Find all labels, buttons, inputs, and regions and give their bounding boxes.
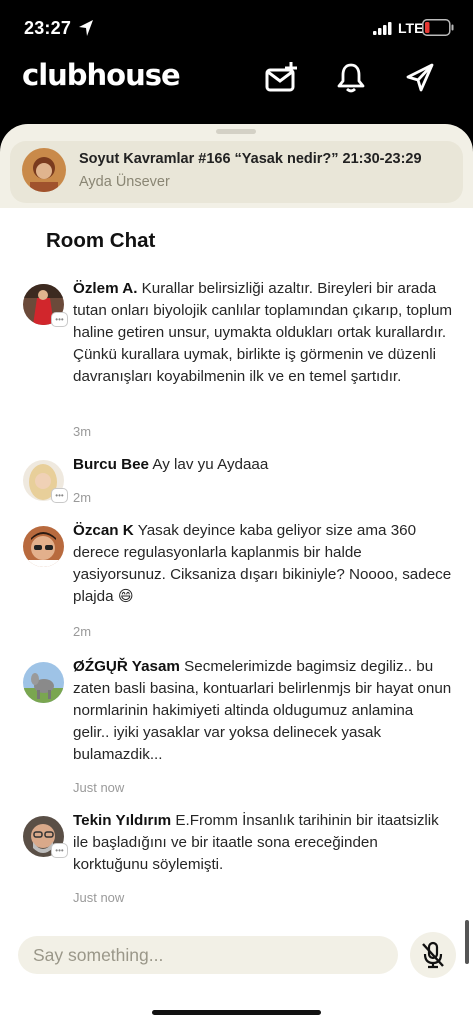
app-header <box>0 56 473 120</box>
new-message-icon <box>264 61 300 95</box>
sheet-grabber[interactable] <box>216 129 256 134</box>
bell-icon <box>336 62 366 94</box>
room-card[interactable] <box>10 141 463 203</box>
notifications-button[interactable] <box>333 60 369 96</box>
chat-title: Room Chat <box>46 229 156 252</box>
send-button[interactable] <box>402 60 438 96</box>
message-text <box>73 656 453 766</box>
send-icon <box>404 62 436 94</box>
user-avatar[interactable] <box>23 526 64 567</box>
network-type: LTE <box>398 20 424 36</box>
message-body: Yasak deyince kaba geliyor size ama 360 derece regulasyonlarla kaplanmis bir halde yasiyorsunuz. Ciksaniza dışarı bikiniyle? Noooo, sadece plajda 😄 <box>73 522 452 605</box>
chat-panel <box>0 208 473 1024</box>
message-author[interactable]: ØŹGŲŘ Yasam <box>73 658 180 675</box>
chat-bubble-icon: ••• <box>51 843 68 858</box>
mic-button[interactable] <box>410 932 456 978</box>
room-host: Ayda Ünsever <box>79 174 170 190</box>
room-sheet <box>0 124 473 1024</box>
signal-icon <box>373 22 393 35</box>
message-author[interactable]: Burcu Bee <box>73 456 149 473</box>
battery-icon <box>422 19 454 36</box>
message-body: E.Fromm İnsanlık tarihinin bir itaatsizlik ile başladığını ve bir itaatle sona ereceğinden korktuğunu söylemişti. <box>73 812 439 873</box>
message-time: 3m <box>73 424 92 439</box>
room-title: Soyut Kavramlar #166 “Yasak nedir?” 21:30-23:29 <box>79 151 422 167</box>
message-author[interactable]: Özlem A. <box>73 280 138 297</box>
message-text <box>73 520 453 608</box>
chat-bubble-icon: ••• <box>51 488 68 503</box>
clubhouse-logo: clubhouse <box>22 58 180 92</box>
location-arrow-icon <box>78 19 94 37</box>
status-bar <box>0 0 473 56</box>
message-author[interactable]: Özcan K <box>73 522 134 539</box>
message-body: Secmelerimizde bagimsiz degiliz.. bu zaten basli basina, kontuarlari belirlenmjs bir hayat onun normlarinin hakimiyeti altinda oldugumuz anlamina gelir.. iyiki yasaklar var yoksa delinecek yasak bulamazdik... <box>73 658 452 763</box>
new-message-button[interactable] <box>264 60 300 96</box>
chat-input[interactable] <box>18 936 398 974</box>
status-time: 23:27 <box>24 18 72 38</box>
message-text <box>73 810 453 876</box>
host-avatar <box>22 148 66 192</box>
message-time: 2m <box>73 624 92 639</box>
message-time: Just now <box>73 890 125 905</box>
message-body: Ay lav yu Aydaaa <box>152 456 269 473</box>
home-indicator[interactable] <box>152 1010 321 1015</box>
chat-bubble-icon: ••• <box>51 312 68 327</box>
composer <box>0 918 473 998</box>
message-time: 2m <box>73 490 92 505</box>
message-body: Kurallar belirsizliği azaltır. Bireyleri bir arada tutan onları biyolojik canlılar toplamından çıkarıp, toplum haline getiren unsur, uymakta oldukları ortak kurallardır. Çünkü kurallara uymak, birlikte iş görmenin ve düzenli davranışları koyabilmenin ilk ve en temel şartıdır. <box>73 280 453 385</box>
message-text <box>73 454 453 476</box>
mic-off-icon <box>420 941 446 969</box>
user-avatar[interactable] <box>23 662 64 703</box>
message-time: Just now <box>73 780 125 795</box>
message-text <box>73 278 453 388</box>
message-author[interactable]: Tekin Yıldırım <box>73 812 172 829</box>
